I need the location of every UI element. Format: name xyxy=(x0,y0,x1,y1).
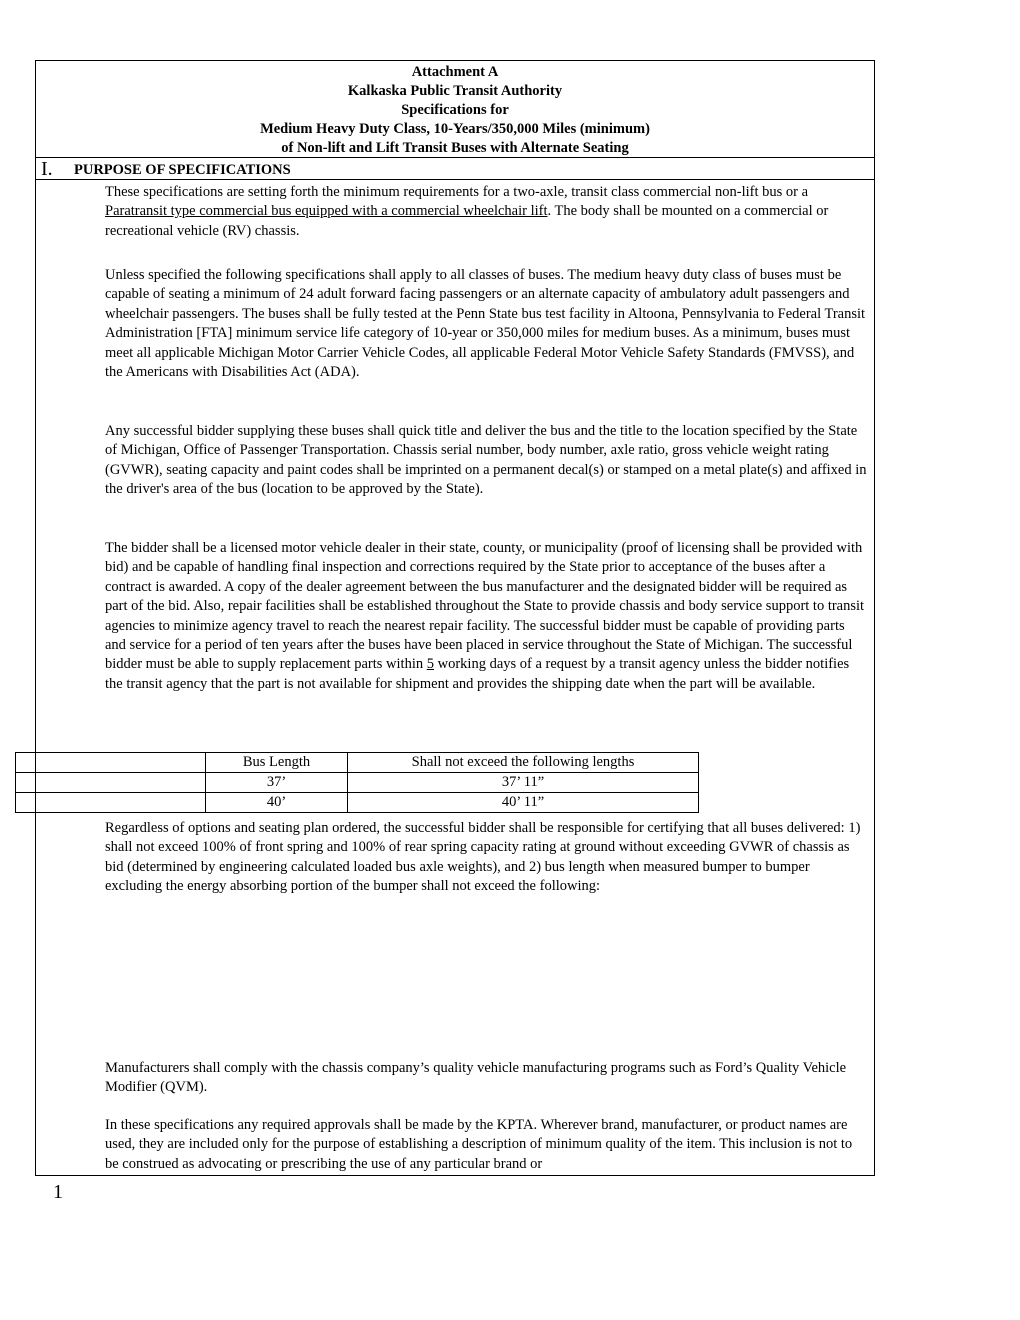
bus-type-heading: of Non-lift and Lift Transit Buses with Alternate Seating xyxy=(281,140,629,156)
paragraph-applicability: Unless specified the following specifications shall apply to all classes of buses. The medium heavy duty class of buses must be capable of seating a minimum of 24 adult forward facing passengers or an alternate capacity of ambulatory adult passengers and wheelchair passengers. The buses shall be fully tested at the Penn State bus test facility in Altoona, Pennsylvania to Federal Transit Administration [FTA] minimum service life category of 10-year or 350,000 miles for medium buses. As a minimum, buses must meet all applicable Michigan Motor Carrier Vehicle Codes, all applicable Federal Motor Vehicle Safety Standards (FMVSS), and the Americans with Disabilities Act (ADA). xyxy=(105,267,866,381)
underlined-phrase: Paratransit type commercial bus equipped with a commercial wheelchair lift xyxy=(105,203,548,220)
spec-heading: Specifications for xyxy=(401,102,509,118)
table-row xyxy=(16,793,699,813)
table-cell xyxy=(16,753,206,773)
table-cell xyxy=(16,773,206,793)
document-header xyxy=(36,61,874,158)
section-heading-row xyxy=(36,158,874,180)
paragraph-certification: Regardless of options and seating plan ordered, the successful bidder shall be responsible for certifying that all buses delivered: 1) shall not exceed 100% of front spring and 100% of rear spring capacity rating at ground without exceeding GVWR of chassis as bid (determined by engineering calculated loaded bus axle weights), and 2) bus length when measured bumper to bumper excluding the energy absorbing portion of the bumper shall not exceed the following: xyxy=(105,820,861,895)
class-heading: Medium Heavy Duty Class, 10-Years/350,000 Miles (minimum) xyxy=(260,121,650,137)
bus-length-table xyxy=(15,752,699,813)
authority-name: Kalkaska Public Transit Authority xyxy=(347,83,563,99)
table-cell xyxy=(16,793,206,813)
underlined-days: 5 xyxy=(426,656,434,673)
table-cell: 37’ 11” xyxy=(348,773,699,793)
table-row xyxy=(16,773,699,793)
table-header-row xyxy=(16,753,699,773)
table-cell: 40’ xyxy=(206,793,348,813)
paragraph-title-delivery: Any successful bidder supplying these buses shall quick title and deliver the bus and the title to the location specified by the State of Michigan, Office of Passenger Transportation. Chassis serial number, body number, axle ratio, gross vehicle weight rating (GVWR), seating capacity and paint codes shall be imprinted on a permanent decal(s) or stamped on a metal plate(s) and affixed in the driver's area of the bus (location to be approved by the State). xyxy=(105,423,867,498)
document-frame xyxy=(35,60,875,1176)
paragraph-bidder-requirements: The bidder shall be a licensed motor vehicle dealer in their state, county, or municipality (proof of licensing shall be provided with bid) and be capable of handling final inspection and corrections required by the State prior to acceptance of the buses after a contract is awarded. A copy of the dealer agreement between the bus manufacturer and the designated bidder will be required as part of the bid. Also, repair facilities shall be established throughout the State to provide chassis and body service support to transit agencies to minimize agency travel to reach the nearest repair facility. The successful bidder must be capable of providing parts and service for a period of ten years after the buses have been placed in service throughout the State of Michigan. The successful bidder must be able to supply replacement parts within 5 working days of a request by a transit agency unless the bidder notifies the transit agency that the part is not available for shipment and provides the shipping date when the part will be available. xyxy=(105,540,865,692)
table-cell: 40’ 11” xyxy=(348,793,699,813)
section-title: PURPOSE OF SPECIFICATIONS xyxy=(74,162,291,178)
paragraph-qvm: Manufacturers shall comply with the chassis company’s quality vehicle manufacturing programs such as Ford’s Quality Vehicle Modifier (QVM). xyxy=(105,1060,847,1096)
table-header-cell: Bus Length xyxy=(206,753,348,773)
paragraph-scope: These specifications are setting forth the minimum requirements for a two-axle, transit class commercial non-lift bus or a Paratransit type commercial bus equipped with a commercial wheelchair lift. The body shall be mounted on a commercial or recreational vehicle (RV) chassis. xyxy=(105,184,829,239)
section-number: I. xyxy=(41,158,53,180)
page-number: 1 xyxy=(53,1181,63,1203)
table-cell: 37’ xyxy=(206,773,348,793)
attachment-label: Attachment A xyxy=(411,64,499,80)
paragraph-approvals: In these specifications any required approvals shall be made by the KPTA. Wherever brand, manufacturer, or product names are used, they are included only for the purpose of establishing a description of minimum quality of the item. This inclusion is not to be construed as advocating or prescribing the use of any particular brand or xyxy=(105,1117,853,1172)
table-header-cell: Shall not exceed the following lengths xyxy=(348,753,699,773)
